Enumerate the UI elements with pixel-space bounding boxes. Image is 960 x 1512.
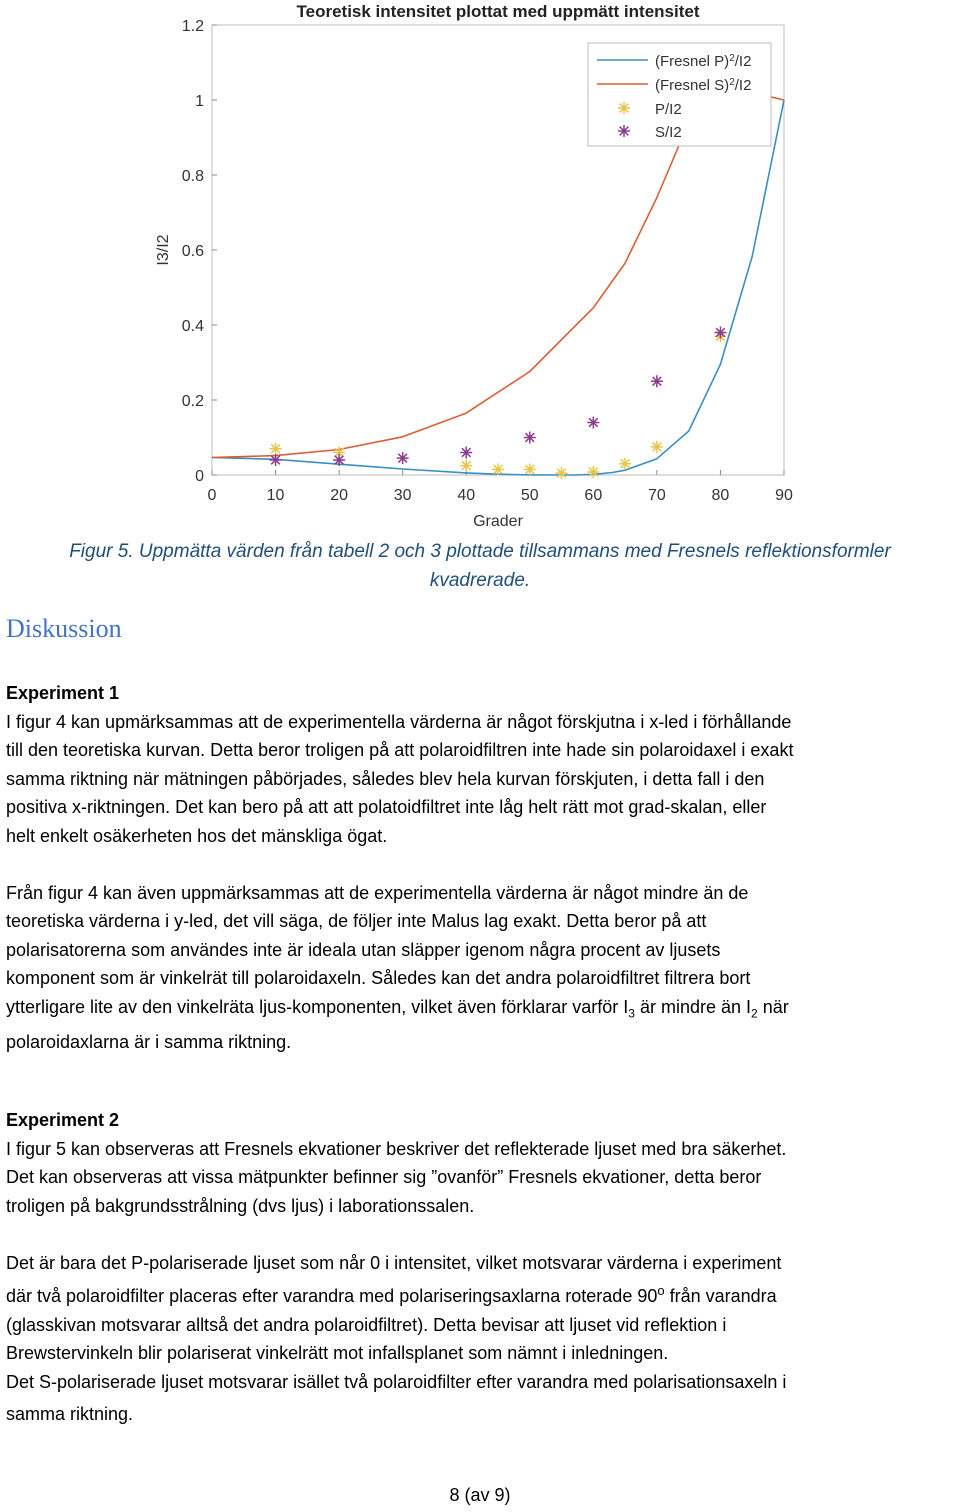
x-tick-label: 80 [711, 487, 730, 504]
data-point-series-2 [619, 458, 631, 470]
data-point-series-2 [556, 467, 568, 479]
x-tick-label: 50 [520, 487, 539, 504]
y-tick-label: 1.2 [181, 18, 204, 35]
legend [588, 43, 771, 146]
data-point-series-2 [492, 463, 504, 475]
legend-label-s: S/I2 [655, 124, 682, 141]
text-line: ytterligare lite av den vinkelräta ljus-komponenten, vilket även förklarar varför $I_3$ är mindre än $I_2$ när [6, 996, 789, 1021]
y-tick-label: 0.4 [181, 318, 204, 335]
chart [0, 0, 960, 535]
text-line: troligen på bakgrundsstrålning (dvs ljus) i laborationssalen. [6, 1195, 475, 1216]
caption-line-2: kvadrerade. [429, 570, 531, 591]
data-point-series-3 [460, 447, 472, 459]
text-line: helt enkelt osäkerheten hos det mänskliga ögat. [6, 825, 388, 846]
text-line: samma riktning när mätningen påbörjades, således blev hela kurvan förskjuten, i detta fall i den [6, 768, 765, 789]
experiment-2-section [6, 1106, 956, 1429]
x-tick-label: 90 [775, 487, 793, 504]
legend-label-fresnel-s: (Fresnel S)$^2$/I2 [655, 76, 752, 94]
data-point-series-3 [270, 454, 282, 466]
experiment-2-paragraph-2 [6, 1249, 956, 1429]
x-tick-label: 60 [584, 487, 603, 504]
x-tick-label: 10 [266, 487, 285, 504]
text-line: Det kan observeras att vissa mätpunkter befinner sig ”ovanför” Fresnels ekvationer, detta beror [6, 1167, 762, 1187]
y-tick-label: 0.2 [181, 393, 204, 410]
figure-caption [0, 537, 960, 595]
text-line: positiva x-riktningen. Det kan bero på att att polatoidfiltret inte låg helt rätt mot grad-skalan, eller [6, 797, 767, 817]
x-tick-label: 70 [647, 487, 666, 504]
text-line: Från figur 4 kan även uppmärksammas att de experimentella värderna är något mindre än de [6, 882, 749, 903]
text-line: teoretiska värderna i y-led, det vill säga, de följer inte Malus lag exakt. Detta beror på att [6, 911, 707, 931]
data-point-series-3 [524, 432, 536, 444]
text-line: till den teoretiska kurvan. Detta beror troligen på att polaroidfiltren inte hade sin polaroidaxel i exakt [6, 740, 794, 760]
section-heading: Diskussion [6, 614, 122, 643]
data-point-series-3 [714, 327, 726, 339]
experiment-1-paragraph-1 [6, 708, 956, 851]
legend-star-s [618, 125, 630, 137]
data-point-series-2 [587, 466, 599, 478]
experiment-2-title: Experiment 2 [6, 1110, 120, 1130]
text-line: I figur 4 kan upmärksammas att de experimentella värderna är något förskjutna i x-led i förhållande [6, 711, 792, 732]
text-line: polarisatorerna som användes inte är ideala utan släpper igenom några procent av ljusets [6, 939, 721, 960]
x-tick-label: 40 [457, 487, 476, 504]
caption-line-1: Figur 5. Uppmätta värden från tabell 2 och 3 plottade tillsammans med Fresnels reflektionsformler [69, 541, 891, 562]
text-line: Det är bara det P-polariserade ljuset som når 0 i intensitet, vilket motsvarar värderna i experiment [6, 1252, 782, 1273]
data-point-series-3 [587, 417, 599, 429]
data-point-series-2 [270, 443, 282, 455]
experiment-1-paragraph-2 [6, 879, 956, 1057]
chart-title: Teoretisk intensitet plottat med uppmätt intensitet [296, 2, 700, 21]
legend-marker-p [618, 102, 630, 114]
data-point-series-3 [333, 454, 345, 466]
data-point-series-2 [460, 460, 472, 472]
x-tick-label: 0 [207, 487, 217, 504]
experiment-1-title: Experiment 1 [6, 683, 120, 703]
text-line: där två polaroidfilter placeras efter varandra med polariseringsaxlarna roterade 90$^o$ från varandra [6, 1283, 777, 1306]
legend-label-p: P/I2 [655, 101, 682, 118]
text-line: komponent som är vinkelrät till polaroidaxeln. Således kan det andra polaroidfiltret filtrera bort [6, 968, 751, 988]
legend-marker-s [618, 125, 630, 137]
data-point-series-3 [397, 452, 409, 464]
text-line: I figur 5 kan observeras att Fresnels ekvationer beskriver det reflekterade ljuset med bra säkerhet. [6, 1138, 787, 1159]
legend-star-p [618, 102, 630, 114]
experiment-2-paragraph-1 [6, 1135, 956, 1221]
text-line: (glasskivan motsvarar alltså det andra polaroidfiltret). Detta bevisar att ljuset vid reflektion i [6, 1314, 727, 1335]
page-number: 8 (av 9) [449, 1485, 511, 1505]
data-point-series-2 [524, 463, 536, 475]
y-tick-label: 0 [195, 468, 204, 485]
experiment-1-section [6, 679, 956, 1056]
x-axis-label: Grader [473, 513, 523, 530]
text-line: polaroidaxlarna är i samma riktning. [6, 1031, 292, 1052]
x-tick-label: 20 [330, 487, 349, 504]
y-tick-label: 1 [195, 93, 204, 110]
legend-label-fresnel-p: (Fresnel P)$^2$/I2 [655, 52, 752, 70]
text-line: Det S-polariserade ljuset motsvarar isället två polaroidfilter efter varandra med polarisationsaxeln i [6, 1371, 787, 1392]
y-axis-label: I3/I2 [155, 234, 172, 266]
text-line: samma riktning. [6, 1404, 134, 1424]
y-tick-label: 0.6 [181, 243, 204, 260]
text-line: Brewstervinkeln blir polariserat vinkelrätt mot infallsplanet som nämnt i inledningen. [6, 1343, 669, 1363]
data-point-series-3 [651, 375, 663, 387]
x-tick-label: 30 [393, 487, 412, 504]
data-point-series-2 [651, 441, 663, 453]
y-tick-label: 0.8 [181, 168, 204, 185]
